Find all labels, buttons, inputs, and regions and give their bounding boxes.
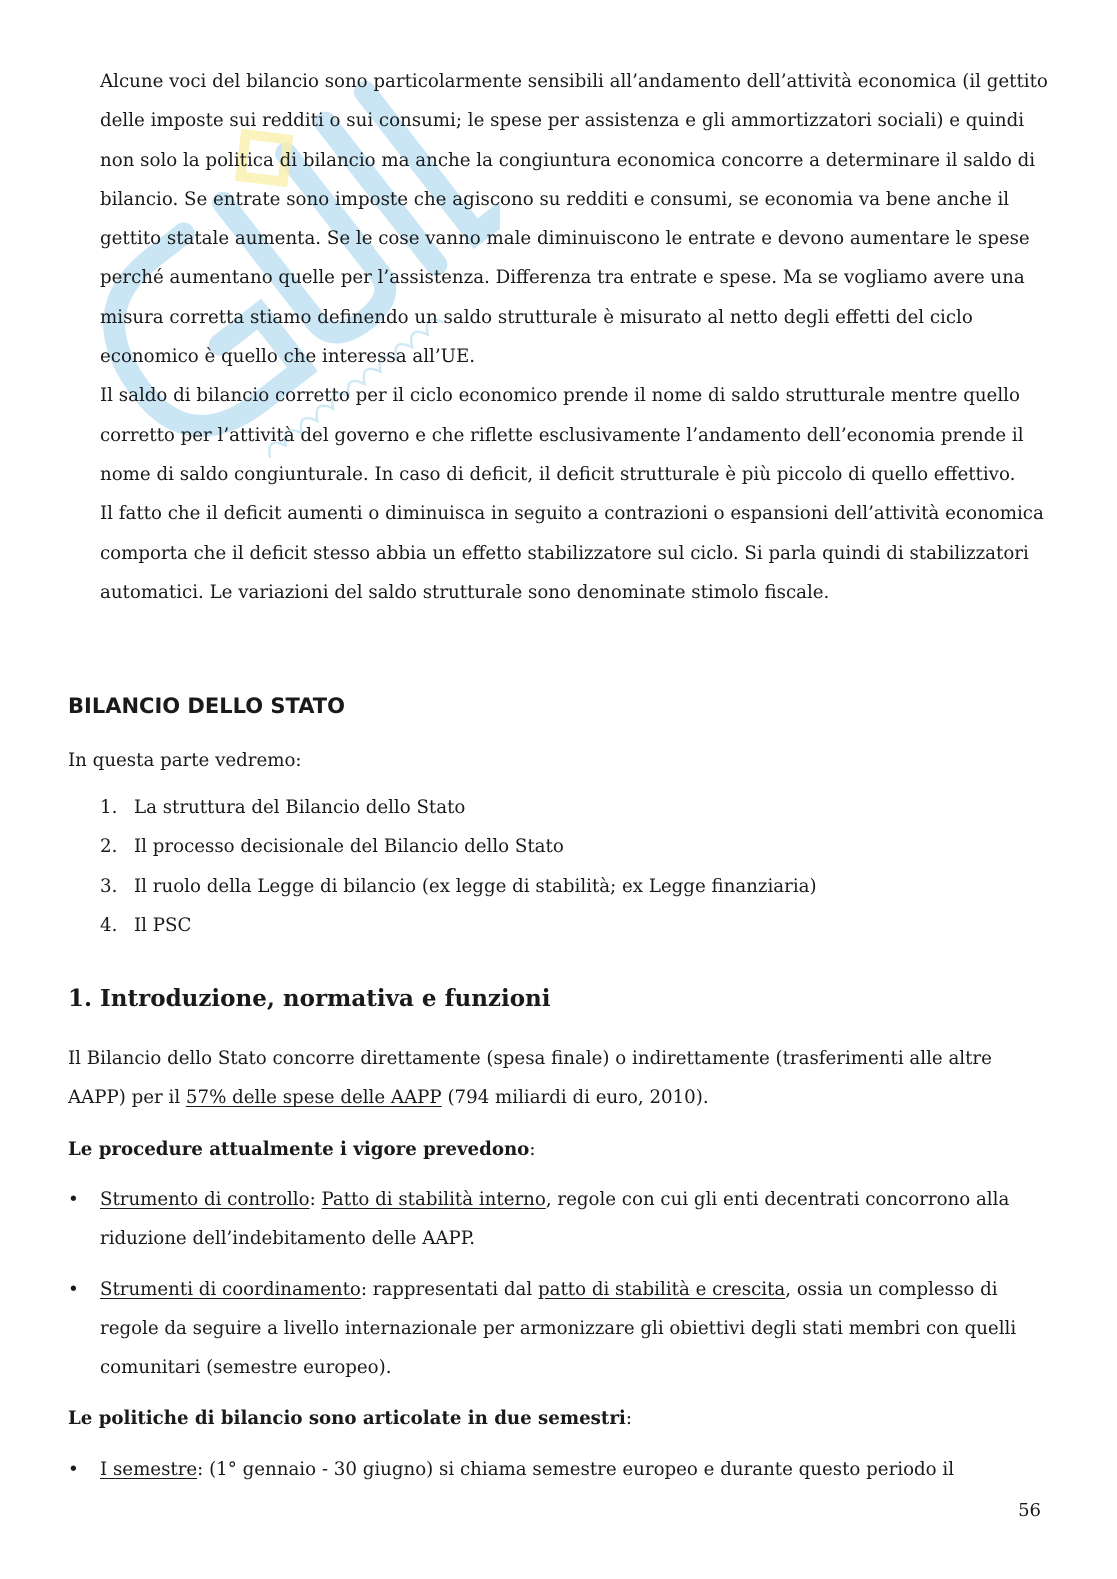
procedure-bullets [68,1180,1053,1387]
heading-bilancio-stato: BILANCIO DELLO STATO [68,694,345,718]
paragraph-2: Il saldo di bilancio corretto per il ciclo economico prende il nome di saldo strutturale mentre quello corretto per l’attività del governo e che riflette esclusivamente l’andamento dell’economia prende il nome di saldo congiunturale. In caso di deficit, il deficit strutturale è più piccolo di quello effettivo. [100,385,1024,485]
bullet-icon: • [68,1189,79,1210]
bullet-icon: • [68,1459,79,1480]
semestri-bullets [68,1450,1053,1489]
intro-text: In questa parte vedremo: [68,750,302,771]
list-item: 2. Il processo decisionale del Bilancio dello Stato [100,836,564,858]
page-number: 56 [1018,1500,1041,1521]
paragraph-3: Il fatto che il deficit aumenti o diminuisca in seguito a contrazioni o espansioni dell’attività economica comporta che il deficit stesso abbia un effetto stabilizzatore sul ciclo. Si parla quindi di stabilizzatori automatici. Le variazioni del saldo strutturale sono denominate stimolo fiscale. [100,503,1044,603]
paragraph-1: Alcune voci del bilancio sono particolarmente sensibili all’andamento dell’attività economica (il gettito delle imposte sui redditi o sui consumi; le spese per assistenza e gli ammortizzatori sociali) e quindi non solo la politica di bilancio ma anche la congiuntura economica concorre a determinare il saldo di bilancio. Se entrate sono imposte che agiscono su redditi e consumi, se economia va bene anche il gettito statale aumenta. Se le cose vanno male diminuiscono le entrate e devono aumentare le spese perché aumentano quelle per l’assistenza. Differenza tra entrate e spese. Ma se vogliamo avere una misura corretta stiamo definendo un saldo strutturale è misurato al netto degli effetti del ciclo economico è quello che interessa all’UE. [100,71,1048,368]
section-heading: 1. Introduzione, normativa e funzioni [68,985,551,1012]
list-item: • Strumenti di coordinamento: rappresentati dal patto di stabilità e crescita, ossia un complesso di regole da seguire a livello internazionale per armonizzare gli obiettivi degli stati membri con quelli comunitari (semestre europeo). [68,1270,1053,1388]
list-item: 3. Il ruolo della Legge di bilancio (ex legge di stabilità; ex Legge finanziaria) [100,875,817,897]
politiche-heading: Le politiche di bilancio sono articolate in due semestri: [68,1408,632,1429]
list-item: 4. Il PSC [100,914,192,936]
list-item: 1. La struttura del Bilancio dello Stato [100,797,466,818]
underlined-percentage: 57% delle spese delle AAPP [185,1087,442,1109]
body-paragraphs [100,62,1050,612]
bullet-icon: • [68,1278,79,1300]
section-paragraph: Il Bilancio dello Stato concorre direttamente (spesa finale) o indirettamente (trasferimenti alle altre AAPP) per il 57% delle spese delle AAPP (794 miliardi di euro, 2010). [68,1048,992,1109]
topics-list [100,788,817,945]
list-item: • Strumento di controllo: Patto di stabilità interno, regole con cui gli enti decentrati concorrono alla riduzione dell’indebitamento delle AAPP. [68,1180,1053,1259]
list-item: • I semestre: (1° gennaio - 30 giugno) si chiama semestre europeo e durante questo periodo il [68,1450,1053,1489]
procedure-heading: Le procedure attualmente i vigore prevedono: [68,1139,536,1160]
